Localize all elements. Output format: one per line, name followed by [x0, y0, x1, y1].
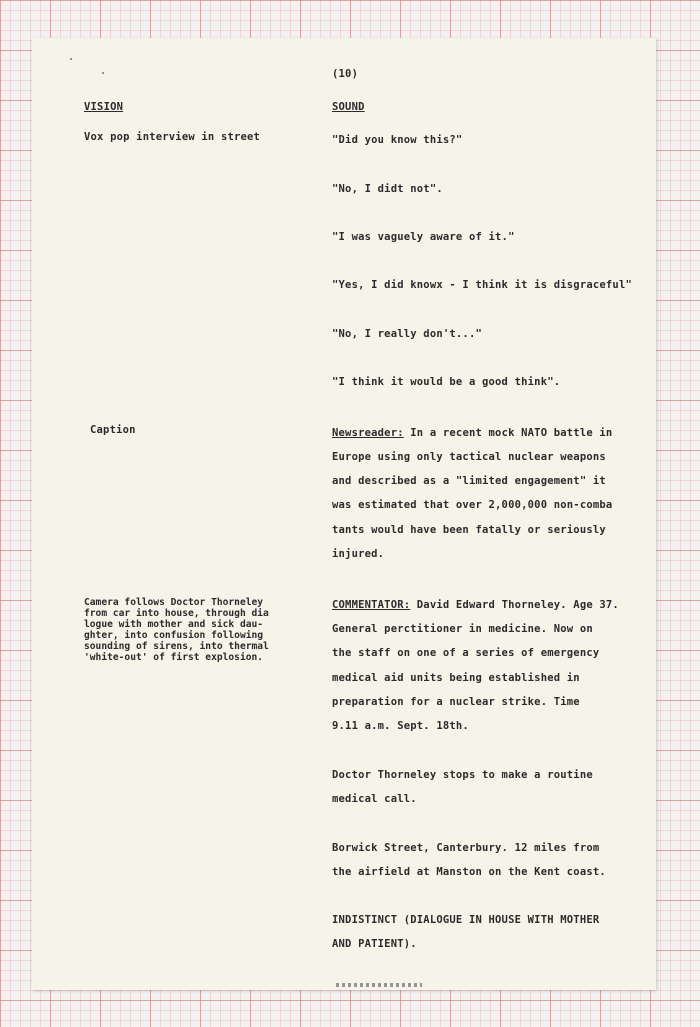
newsreader-line: injured.	[332, 548, 385, 560]
vox-pop-line: "Yes, I did knowx - I think it is disgraceful"	[332, 279, 632, 291]
commentator-para2-line: medical call.	[332, 793, 417, 805]
newsreader-first-line	[332, 427, 612, 439]
commentator-line: preparation for a nuclear strike. Time	[332, 696, 580, 708]
newsreader-line: tants would have been fatally or seriously	[332, 524, 606, 536]
vision-camera-line: sounding of sirens, into thermal	[84, 641, 269, 652]
commentator-para4-line: INDISTINCT (DIALOGUE IN HOUSE WITH MOTHER	[332, 914, 600, 926]
commentator-line: the staff on one of a series of emergency	[332, 647, 600, 659]
vision-camera-line: ghter, into confusion following	[84, 630, 264, 641]
commentator-line: 9.11 a.m. Sept. 18th.	[332, 720, 469, 732]
commentator-first-line	[332, 599, 619, 611]
vision-camera-line: from car into house, through dia	[84, 608, 269, 619]
commentator-para2-line: Doctor Thorneley stops to make a routine	[332, 769, 593, 781]
newsreader-line: was estimated that over 2,000,000 non-comba	[332, 499, 613, 511]
commentator-label: COMMENTATOR:	[332, 599, 411, 611]
commentator-para3-line: the airfield at Manston on the Kent coast.	[332, 866, 606, 878]
typescript-page	[32, 38, 656, 990]
commentator-para3-line: Borwick Street, Canterbury. 12 miles from	[332, 842, 600, 854]
commentator-first-line-text: David Edward Thorneley. Age 37.	[410, 599, 619, 611]
vision-heading: VISION	[84, 101, 124, 113]
commentator-line: medical aid units being established in	[332, 672, 580, 684]
vox-pop-line: "No, I didt not".	[332, 183, 443, 195]
newsreader-first-line-text: In a recent mock NATO battle in	[403, 427, 613, 439]
vox-pop-line: "I think it would be a good think".	[332, 376, 561, 388]
newsreader-line: Europe using only tactical nuclear weapons	[332, 451, 606, 463]
commentator-line: General perctitioner in medicine. Now on	[332, 623, 593, 635]
vision-caption: Caption	[90, 424, 136, 436]
vox-pop-line: "I was vaguely aware of it."	[332, 231, 515, 243]
vox-pop-line: "No, I really don't..."	[332, 328, 482, 340]
commentator-para4-line: AND PATIENT).	[332, 938, 417, 950]
vision-camera-line: logue with mother and sick dau-	[84, 619, 264, 630]
cut-off-text-fragment	[336, 983, 422, 987]
newsreader-label: Newsreader:	[332, 427, 404, 439]
newsreader-line: and described as a "limited engagement" it	[332, 475, 606, 487]
page-number: (10)	[332, 68, 359, 80]
sound-heading: SOUND	[332, 101, 365, 113]
vision-camera-line: 'white-out' of first explosion.	[84, 652, 264, 663]
paper-speck	[70, 58, 72, 60]
paper-speck	[102, 72, 104, 74]
vision-vox-pop: Vox pop interview in street	[84, 131, 261, 143]
vox-pop-line: "Did you know this?"	[332, 134, 463, 146]
vision-camera-line: Camera follows Doctor Thorneley	[84, 597, 264, 608]
